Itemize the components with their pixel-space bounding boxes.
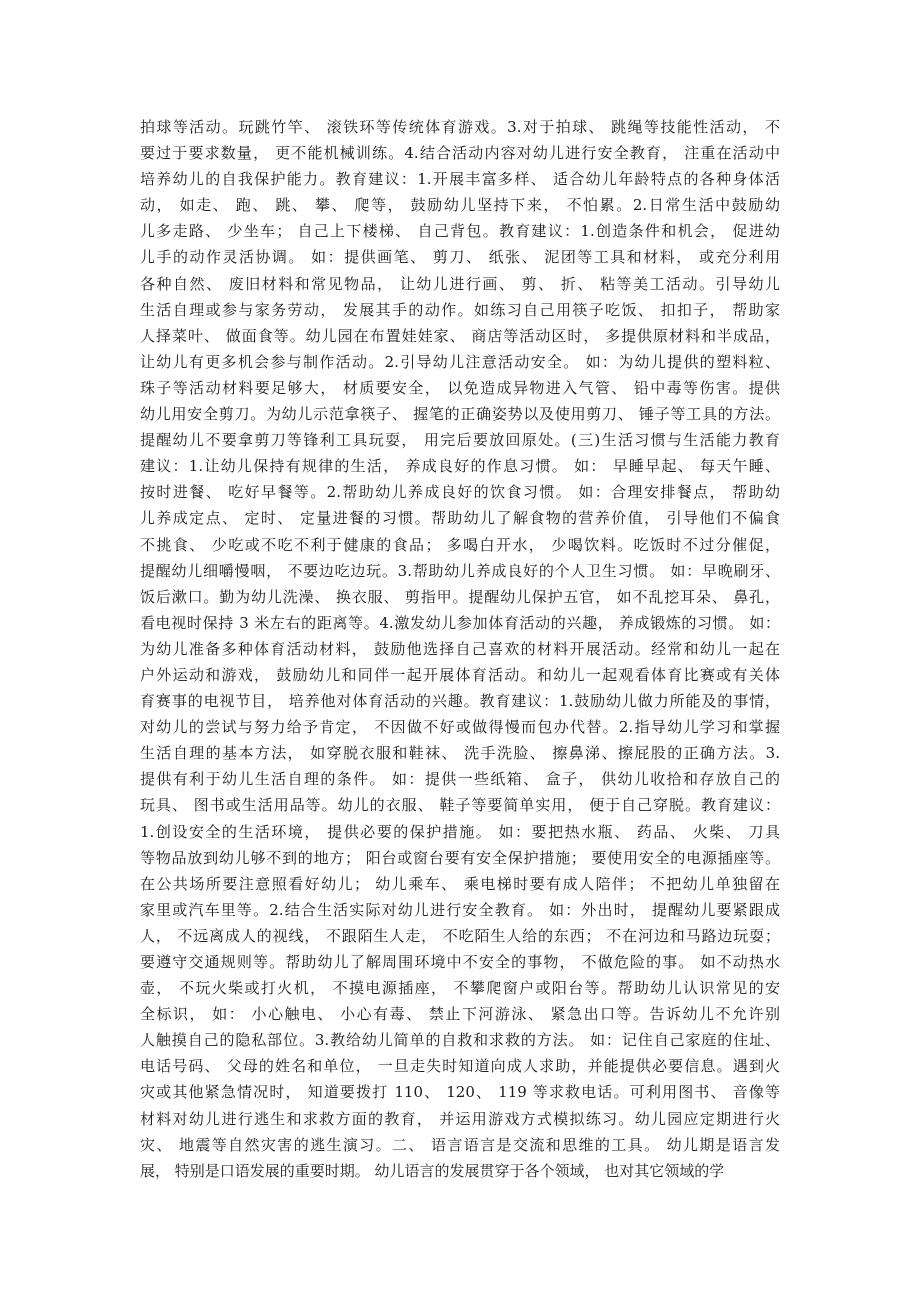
text-line: 儿多走路、 少坐车； 自己上下楼梯、 自己背包。教育建议：1.创造条件和机会， 促进幼 [140,222,780,241]
text-line: 让幼儿有更多机会参与制作活动。2.引导幼儿注意活动安全。 如：为幼儿提供的塑料粒、 [140,352,780,371]
text-line: 要过于要求数量， 更不能机械训练。4.结合活动内容对幼儿进行安全教育， 注重在活动中 [140,144,780,163]
text-line: 不挑食、 少吃或不吃不利于健康的食品； 多喝白开水， 少喝饮料。吃饭时不过分催促， [140,535,780,554]
text-line: 儿养成定点、 定时、 定量进餐的习惯。帮助幼儿了解食物的营养价值， 引导他们不偏食 [140,509,780,528]
text-line: 要遵守交通规则等。帮助幼儿了解周围环境中不安全的事物， 不做危险的事。 如不动热水 [140,953,780,971]
text-line: 拍球等活动。玩跳竹竿、 滚铁环等传统体育游戏。3.对于拍球、 跳绳等技能性活动， 不 [140,118,780,136]
text-line: 生活自理的基本方法， 如穿脱衣服和鞋袜、 洗手洗脸、 擦鼻涕、擦屁股的正确方法。3. [140,744,780,763]
text-line: 按时进餐、 吃好早餐等。2.帮助幼儿养成良好的饮食习惯。 如：合理安排餐点， 帮助幼 [140,483,780,502]
text-line: 提醒幼儿不要拿剪刀等锋利工具玩耍， 用完后要放回原处。(三)生活习惯与生活能力教育 [140,431,780,450]
text-line: 看电视时保持 3 米左右的距离等。4.激发幼儿参加体育活动的兴趣， 养成锻炼的习惯。 如： [140,613,780,632]
text-line: 提供有利于幼儿生活自理的条件。 如：提供一些纸箱、 盒子， 供幼儿收拾和存放自己的 [140,770,780,789]
body-text [140,114,780,1184]
text-line: 在公共场所要注意照看好幼儿； 幼儿乘车、 乘电梯时要有成人陪伴； 不把幼儿单独留在 [140,874,780,893]
text-line: 灾或其他紧急情况时， 知道要拨打 110、 120、 119 等求救电话。可利用图书、 音像等 [140,1083,780,1102]
text-line: 对幼儿的尝试与努力给予肯定， 不因做不好或做得慢而包办代替。2.指导幼儿学习和掌握 [140,718,780,737]
text-line: 建议：1.让幼儿保持有规律的生活， 养成良好的作息习惯。 如： 早睡早起、 每天午睡、 [140,457,780,476]
text-line: 材料对幼儿进行逃生和求救方面的教育， 并运用游戏方式模拟练习。幼儿园应定期进行火 [140,1109,780,1128]
text-line: 等物品放到幼儿够不到的地方； 阳台或窗台要有安全保护措施； 要使用安全的电源插座等。 [140,848,780,867]
text-line: 提醒幼儿细嚼慢咽， 不要边吃边玩。3.帮助幼儿养成良好的个人卫生习惯。 如：早晚刷牙、 [140,561,780,580]
text-line: 饭后漱口。勤为幼儿洗澡、 换衣服、 剪指甲。提醒幼儿保护五官， 如不乱挖耳朵、 鼻孔， [140,587,780,606]
text-line: 为幼儿准备多种体育活动材料， 鼓励他选择自己喜欢的材料开展活动。经常和幼儿一起在 [140,639,780,658]
text-line: 户外运动和游戏， 鼓励幼儿和同伴一起开展体育活动。和幼儿一起观看体育比赛或有关体 [140,665,780,684]
text-line: 儿手的动作灵活协调。 如：提供画笔、 剪刀、 纸张、 泥团等工具和材料， 或充分利用 [140,248,780,267]
text-line: 人， 不远离成人的视线， 不跟陌生人走， 不吃陌生人给的东西； 不在河边和马路边玩耍； [140,926,780,945]
text-line: 生活自理或参与家务劳动， 发展其手的动作。如练习自己用筷子吃饭、 扣扣子， 帮助家 [140,300,780,319]
text-line: 家里或汽车里等。2.结合生活实际对幼儿进行安全教育。 如：外出时， 提醒幼儿要紧跟成 [140,900,780,919]
text-line: 电话号码、 父母的姓名和单位， 一旦走失时知道向成人求助，并能提供必要信息。遇到火 [140,1057,780,1076]
text-line: 展， 特别是口语发展的重要时期。 幼儿语言的发展贯穿于各个领域， 也对其它领域的学 [140,1161,725,1180]
text-line: 壶， 不玩火柴或打火机， 不摸电源插座， 不攀爬窗户或阳台等。帮助幼儿认识常见的安 [140,979,780,998]
text-line: 育赛事的电视节目， 培养他对体育活动的兴趣。教育建议：1.鼓励幼儿做力所能及的事情， [140,692,780,711]
text-line: 珠子等活动材料要足够大， 材质要安全， 以免造成异物进入气管、 铅中毒等伤害。提供 [140,378,780,397]
text-line: 动， 如走、 跑、 跳、 攀、 爬等， 鼓励幼儿坚持下来， 不怕累。2.日常生活中鼓励幼 [140,196,780,215]
text-line: 幼儿用安全剪刀。为幼儿示范拿筷子、 握笔的正确姿势以及使用剪刀、 锤子等工具的方法。 [140,405,780,424]
text-line: 1.创设安全的生活环境， 提供必要的保护措施。 如：要把热水瓶、 药品、 火柴、 刀具 [140,822,780,841]
text-line: 全标识， 如： 小心触电、 小心有毒、 禁止下河游泳、 紧急出口等。告诉幼儿不允许别 [140,1005,780,1024]
text-line: 灾、 地震等自然灾害的逃生演习。二、 语言语言是交流和思维的工具。 幼儿期是语言发 [140,1135,780,1154]
text-line: 各种自然、 废旧材料和常见物品， 让幼儿进行画、 剪、 折、 粘等美工活动。引导幼儿 [140,274,780,293]
text-line: 培养幼儿的自我保护能力。教育建议：1.开展丰富多样、 适合幼儿年龄特点的各种身体活 [140,170,780,189]
text-line: 人择菜叶、 做面食等。幼儿园在布置娃娃家、 商店等活动区时， 多提供原材料和半成品， [140,326,780,345]
text-line: 人触摸自己的隐私部位。3.教给幼儿简单的自救和求救的方法。 如：记住自己家庭的住址、 [140,1031,780,1050]
text-line: 玩具、 图书或生活用品等。幼儿的衣服、 鞋子等要简单实用， 便于自己穿脱。教育建议： [140,796,780,815]
